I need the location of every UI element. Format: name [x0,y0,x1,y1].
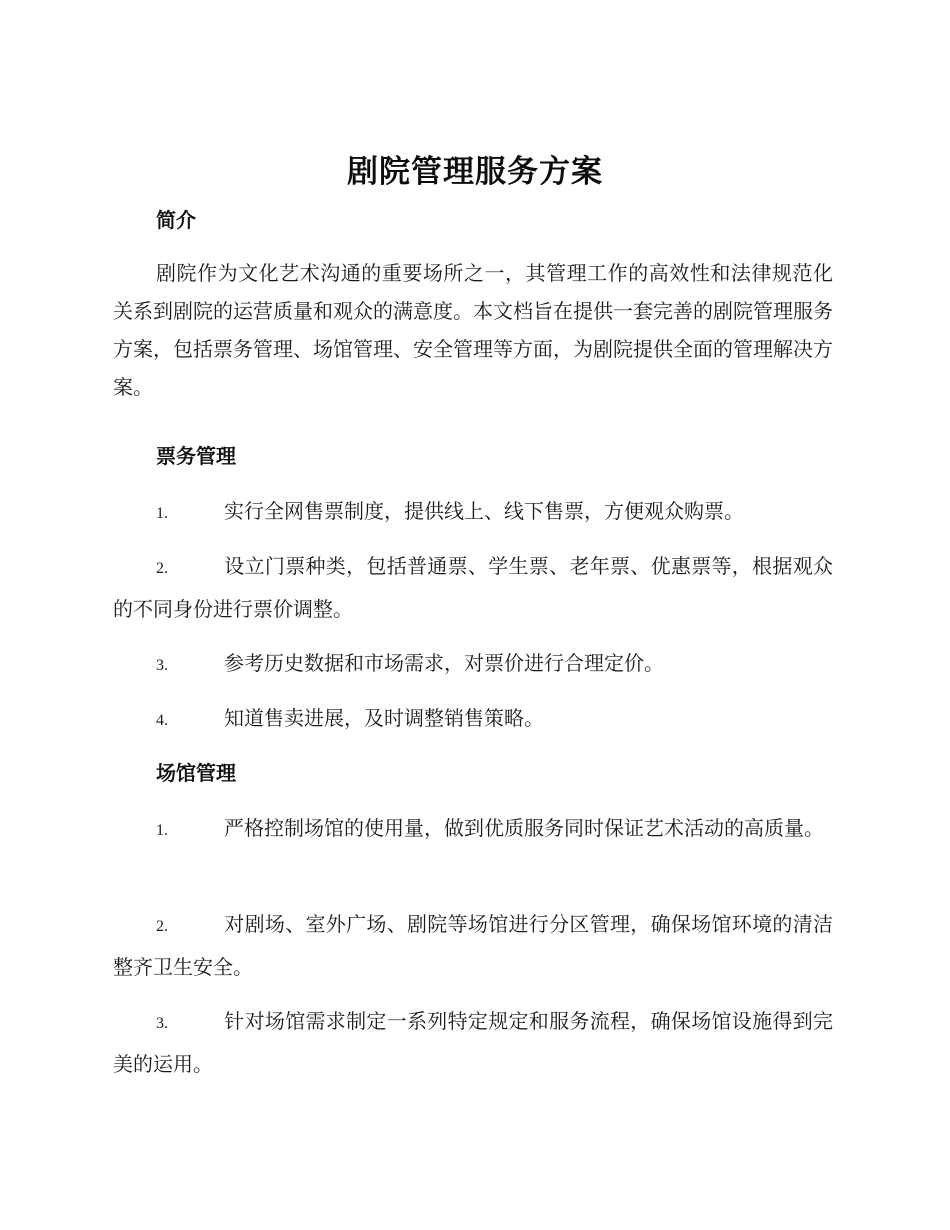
list-item [113,698,833,741]
list-item-number: 1. [156,822,168,839]
list-item [113,643,833,686]
list-item-number: 4. [156,712,168,729]
list-item-text: 参考历史数据和市场需求，对票价进行合理定价。 [224,651,664,675]
section-heading-venue: 场馆管理 [156,761,236,785]
list-item-text: 对剧场、室外广场、剧院等场馆进行分区管理，确保场馆环境的清洁整齐卫生安全。 [113,912,833,979]
list-item-number: 3. [156,657,168,674]
list-item [113,546,833,630]
list-item-text: 知道售卖进展，及时调整销售策略。 [224,706,544,730]
intro-paragraph: 剧院作为文化艺术沟通的重要场所之一，其管理工作的高效性和法律规范化关系到剧院的运营质量和观众的满意度。本文档旨在提供一套完善的剧院管理服务方案，包括票务管理、场馆管理、安全管理等方面，为剧院提供全面的管理解决方案。 [113,261,833,399]
list-item-text: 设立门票种类，包括普通票、学生票、老年票、优惠票等，根据观众的不同身份进行票价调整。 [113,554,833,621]
list-item-number: 3. [156,1015,168,1032]
list-item-text: 严格控制场馆的使用量，做到优质服务同时保证艺术活动的高质量。 [224,816,824,840]
list-item [113,808,833,851]
list-item [113,1001,833,1085]
list-item-number: 1. [156,505,168,522]
list-item-text: 针对场馆需求制定一系列特定规定和服务流程，确保场馆设施得到完美的运用。 [113,1009,833,1076]
section-heading-intro: 简介 [156,208,196,232]
list-item-number: 2. [156,560,168,577]
document-title: 剧院管理服务方案 [347,154,603,190]
list-item [113,491,833,534]
list-item-number: 2. [156,918,168,935]
section-heading-ticketing: 票务管理 [156,444,236,468]
list-item [113,904,833,988]
list-item-text: 实行全网售票制度，提供线上、线下售票，方便观众购票。 [224,499,744,523]
